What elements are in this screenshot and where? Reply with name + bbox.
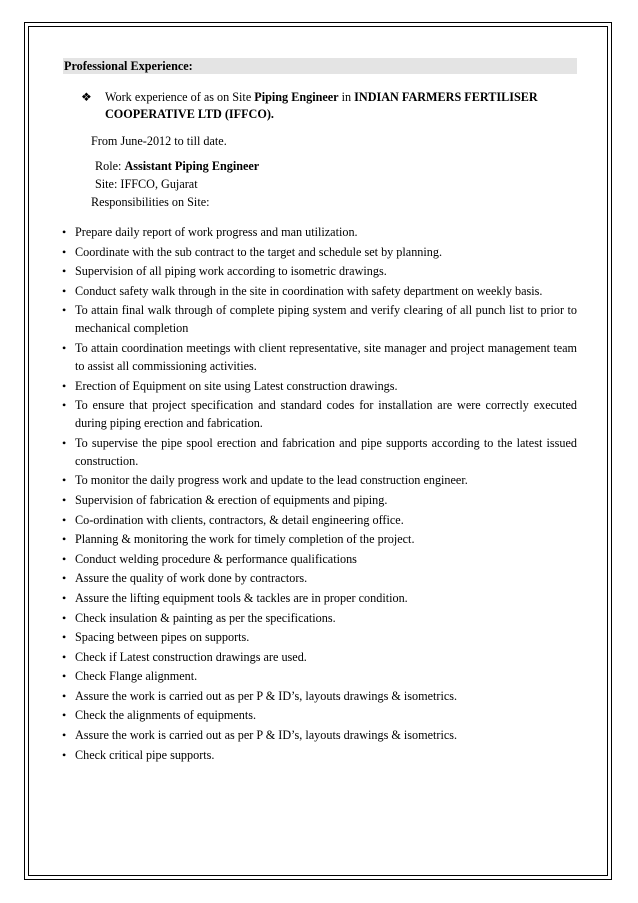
experience-company-line1: INDIAN FARMERS FERTILISER bbox=[354, 90, 538, 104]
list-item-text: Check insulation & painting as per the specifications. bbox=[75, 610, 336, 625]
diamond-bullet-icon: ❖ bbox=[81, 90, 92, 104]
list-item bbox=[63, 511, 577, 529]
list-item-text: Supervision of fabrication & erection of equipments and piping. bbox=[75, 492, 388, 507]
list-item bbox=[63, 550, 577, 568]
bullet-icon: • bbox=[62, 571, 67, 586]
bullet-icon: • bbox=[62, 264, 67, 279]
list-item-text: Assure the quality of work done by contractors. bbox=[75, 571, 308, 586]
list-item-text: Assure the work is carried out as per P & ID’s, layouts drawings & isometrics. bbox=[75, 688, 458, 703]
experience-middle: in bbox=[338, 90, 355, 104]
date-range: From June-2012 to till date. bbox=[91, 134, 227, 148]
list-item bbox=[63, 648, 577, 666]
list-item-text: To attain final walk through of complete piping system and verify clearing of all punch list to prior to mechanical completion bbox=[75, 303, 577, 336]
list-item-text: Assure the work is carried out as per P & ID’s, layouts drawings & isometrics. bbox=[75, 728, 458, 743]
experience-summary bbox=[63, 89, 577, 123]
list-item bbox=[63, 339, 577, 375]
list-item-text: To ensure that project specification and standard codes for installation are were correctly executed during piping erection and fabrication. bbox=[75, 398, 577, 431]
list-item-text: Planning & monitoring the work for timely completion of the project. bbox=[75, 532, 415, 547]
bullet-icon: • bbox=[62, 435, 67, 450]
bullet-icon: • bbox=[62, 688, 67, 703]
list-item-text: Check Flange alignment. bbox=[75, 669, 198, 684]
list-item bbox=[63, 687, 577, 705]
bullet-icon: • bbox=[62, 283, 67, 298]
bullet-icon: • bbox=[62, 473, 67, 488]
role-label: Role: bbox=[95, 159, 125, 173]
experience-company-line2: COOPERATIVE LTD (IFFCO). bbox=[105, 107, 274, 121]
responsibilities-label: Responsibilities on Site: bbox=[91, 195, 210, 209]
list-item bbox=[63, 223, 577, 241]
bullet-icon: • bbox=[62, 244, 67, 259]
list-item-text: Check critical pipe supports. bbox=[75, 747, 215, 762]
role-line bbox=[95, 157, 577, 175]
experience-role: Piping Engineer bbox=[254, 90, 339, 104]
bullet-icon: • bbox=[62, 669, 67, 684]
list-item-text: Coordinate with the sub contract to the target and schedule set by planning. bbox=[75, 244, 442, 259]
role-block bbox=[63, 157, 577, 211]
list-item-text: To supervise the pipe spool erection and fabrication and pipe supports according to the latest issued construction. bbox=[75, 435, 577, 468]
list-item bbox=[63, 569, 577, 587]
bullet-icon: • bbox=[62, 398, 67, 413]
list-item bbox=[63, 530, 577, 548]
list-item bbox=[63, 471, 577, 489]
bullet-icon: • bbox=[62, 492, 67, 507]
list-item bbox=[63, 282, 577, 300]
list-item-text: Check the alignments of equipments. bbox=[75, 708, 257, 723]
list-item bbox=[63, 491, 577, 509]
list-item-text: Conduct safety walk through in the site in coordination with safety department on weekly basis. bbox=[75, 283, 543, 298]
list-item bbox=[63, 301, 577, 337]
list-item bbox=[63, 706, 577, 724]
bullet-icon: • bbox=[62, 590, 67, 605]
bullet-icon: • bbox=[62, 610, 67, 625]
bullet-icon: • bbox=[62, 747, 67, 762]
bullet-icon: • bbox=[62, 225, 67, 239]
list-item bbox=[63, 262, 577, 280]
list-item bbox=[63, 377, 577, 395]
list-item bbox=[63, 628, 577, 646]
list-item-text: Co-ordination with clients, contractors, & detail engineering office. bbox=[75, 512, 404, 527]
bullet-icon: • bbox=[62, 303, 67, 318]
bullet-icon: • bbox=[62, 649, 67, 664]
responsibilities-list bbox=[63, 223, 577, 764]
bullet-icon: • bbox=[62, 512, 67, 527]
list-item-text: Prepare daily report of work progress and man utilization. bbox=[75, 225, 358, 239]
list-item-text: To monitor the daily progress work and update to the lead construction engineer. bbox=[75, 473, 468, 488]
list-item bbox=[63, 243, 577, 261]
bullet-icon: • bbox=[62, 378, 67, 393]
bullet-icon: • bbox=[62, 532, 67, 547]
document-content bbox=[63, 58, 577, 765]
list-item bbox=[63, 589, 577, 607]
site-line: Site: IFFCO, Gujarat bbox=[95, 177, 198, 191]
list-item bbox=[63, 609, 577, 627]
bullet-icon: • bbox=[62, 728, 67, 743]
list-item bbox=[63, 667, 577, 685]
role-value: Assistant Piping Engineer bbox=[124, 159, 260, 173]
bullet-icon: • bbox=[62, 708, 67, 723]
list-item-text: Supervision of all piping work according to isometric drawings. bbox=[75, 264, 387, 279]
list-item bbox=[63, 726, 577, 744]
section-title: Professional Experience: bbox=[63, 58, 577, 74]
list-item-text: To attain coordination meetings with client representative, site manager and project management team to assist all commissioning activities. bbox=[75, 340, 577, 373]
list-item-text: Conduct welding procedure & performance qualifications bbox=[75, 551, 357, 566]
list-item bbox=[63, 396, 577, 432]
bullet-icon: • bbox=[62, 630, 67, 645]
list-item-text: Erection of Equipment on site using Latest construction drawings. bbox=[75, 378, 398, 393]
bullet-icon: • bbox=[62, 551, 67, 566]
experience-prefix: Work experience of as on Site bbox=[105, 90, 255, 104]
list-item bbox=[63, 434, 577, 470]
list-item bbox=[63, 746, 577, 764]
list-item-text: Check if Latest construction drawings are used. bbox=[75, 649, 307, 664]
list-item-text: Spacing between pipes on supports. bbox=[75, 630, 250, 645]
bullet-icon: • bbox=[62, 340, 67, 355]
list-item-text: Assure the lifting equipment tools & tackles are in proper condition. bbox=[75, 590, 408, 605]
